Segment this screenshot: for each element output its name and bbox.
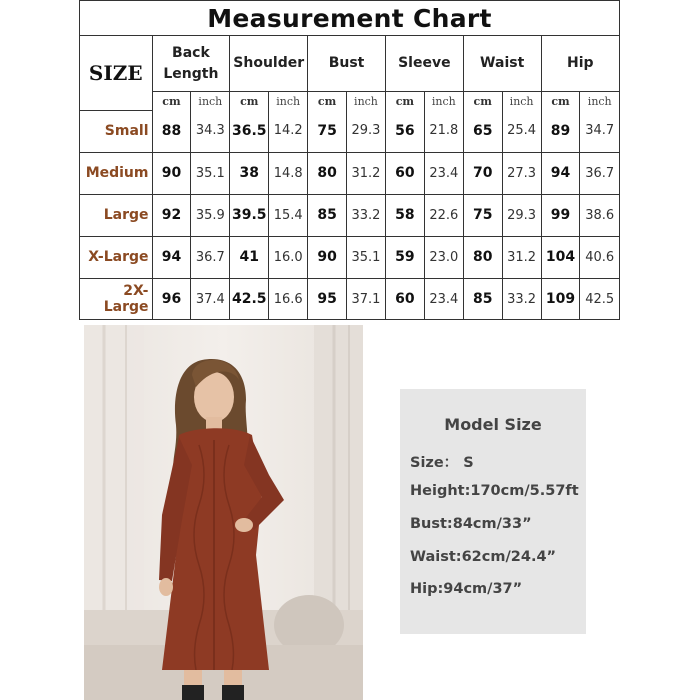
cell-cm: 65 (463, 110, 502, 152)
cell-cm: 85 (463, 278, 502, 320)
cell-cm: 96 (152, 278, 191, 320)
table-row (80, 194, 619, 236)
cell-cm: 75 (463, 194, 502, 236)
table-row (80, 236, 619, 278)
cell-cm: 60 (385, 278, 424, 320)
model-bust: Bust:84cm/33” (410, 516, 532, 532)
cell-cm: 60 (385, 152, 424, 194)
cell-inch: 34.3 (191, 110, 230, 152)
unit-inch: inch (269, 92, 308, 111)
cell-cm: 99 (541, 194, 580, 236)
cell-cm: 75 (308, 110, 347, 152)
cell-inch: 38.6 (580, 194, 619, 236)
unit-cm: cm (230, 92, 269, 111)
cell-cm: 41 (230, 236, 269, 278)
cell-inch: 25.4 (502, 110, 541, 152)
unit-inch: inch (580, 92, 619, 111)
table-row (80, 278, 619, 320)
table-body (80, 110, 619, 320)
cell-cm: 89 (541, 110, 580, 152)
unit-cm: cm (152, 92, 191, 111)
cell-inch: 35.1 (191, 152, 230, 194)
cell-inch: 34.7 (580, 110, 619, 152)
cell-inch: 29.3 (502, 194, 541, 236)
cell-cm: 42.5 (230, 278, 269, 320)
cell-cm: 90 (152, 152, 191, 194)
cell-inch: 16.6 (269, 278, 308, 320)
model-waist: Waist:62cm/24.4” (410, 549, 557, 565)
cell-inch: 23.4 (424, 278, 463, 320)
unit-inch: inch (424, 92, 463, 111)
model-size-value: Size： S (410, 455, 474, 471)
unit-inch: inch (502, 92, 541, 111)
cell-inch: 16.0 (269, 236, 308, 278)
cell-inch: 21.8 (424, 110, 463, 152)
measurement-chart (79, 0, 620, 320)
cell-cm: 109 (541, 278, 580, 320)
unit-inch: inch (191, 92, 230, 111)
cell-inch: 31.2 (502, 236, 541, 278)
unit-cm: cm (385, 92, 424, 111)
cell-inch: 33.2 (347, 194, 386, 236)
cell-cm: 36.5 (230, 110, 269, 152)
row-size-label: 2X-Large (80, 278, 152, 320)
cell-inch: 35.1 (347, 236, 386, 278)
cell-inch: 36.7 (191, 236, 230, 278)
model-size-box (400, 389, 586, 634)
col-header-line: Back (172, 44, 210, 61)
cell-cm: 59 (385, 236, 424, 278)
cell-inch: 37.4 (191, 278, 230, 320)
cell-cm: 70 (463, 152, 502, 194)
cell-cm: 95 (308, 278, 347, 320)
model-hip: Hip:94cm/37” (410, 581, 523, 597)
table-row (80, 110, 619, 152)
cell-inch: 15.4 (269, 194, 308, 236)
cell-inch: 29.3 (347, 110, 386, 152)
size-table (80, 36, 619, 320)
cell-cm: 80 (463, 236, 502, 278)
cell-cm: 80 (308, 152, 347, 194)
cell-inch: 23.4 (424, 152, 463, 194)
row-size-label: Large (80, 194, 152, 236)
unit-row (80, 92, 619, 111)
col-header-waist: Waist (463, 36, 541, 92)
cell-inch: 22.6 (424, 194, 463, 236)
model-photo-illustration (84, 325, 363, 700)
cell-cm: 38 (230, 152, 269, 194)
cell-cm: 85 (308, 194, 347, 236)
row-size-label: Medium (80, 152, 152, 194)
size-header: SIZE (80, 36, 152, 110)
model-photo (84, 325, 363, 700)
cell-cm: 58 (385, 194, 424, 236)
col-header-shoulder: Shoulder (230, 36, 308, 92)
col-header-line: Length (163, 65, 219, 82)
cell-inch: 14.2 (269, 110, 308, 152)
model-size-title: Model Size (444, 415, 542, 434)
cell-inch: 35.9 (191, 194, 230, 236)
col-header-back-length (152, 36, 230, 92)
cell-cm: 56 (385, 110, 424, 152)
unit-inch: inch (347, 92, 386, 111)
cell-cm: 90 (308, 236, 347, 278)
row-size-label: Small (80, 110, 152, 152)
unit-cm: cm (463, 92, 502, 111)
cell-inch: 36.7 (580, 152, 619, 194)
cell-cm: 94 (152, 236, 191, 278)
table-row (80, 152, 619, 194)
col-header-sleeve: Sleeve (385, 36, 463, 92)
chart-title: Measurement Chart (80, 1, 619, 36)
unit-cm: cm (308, 92, 347, 111)
header-row (80, 36, 619, 92)
cell-inch: 27.3 (502, 152, 541, 194)
cell-cm: 94 (541, 152, 580, 194)
col-header-hip: Hip (541, 36, 619, 92)
cell-cm: 39.5 (230, 194, 269, 236)
cell-inch: 40.6 (580, 236, 619, 278)
cell-cm: 104 (541, 236, 580, 278)
col-header-bust: Bust (308, 36, 386, 92)
cell-cm: 88 (152, 110, 191, 152)
cell-inch: 14.8 (269, 152, 308, 194)
cell-inch: 33.2 (502, 278, 541, 320)
cell-inch: 23.0 (424, 236, 463, 278)
cell-inch: 42.5 (580, 278, 619, 320)
model-height: Height:170cm/5.57ft (410, 483, 579, 499)
cell-cm: 92 (152, 194, 191, 236)
row-size-label: X-Large (80, 236, 152, 278)
cell-inch: 31.2 (347, 152, 386, 194)
cell-inch: 37.1 (347, 278, 386, 320)
unit-cm: cm (541, 92, 580, 111)
